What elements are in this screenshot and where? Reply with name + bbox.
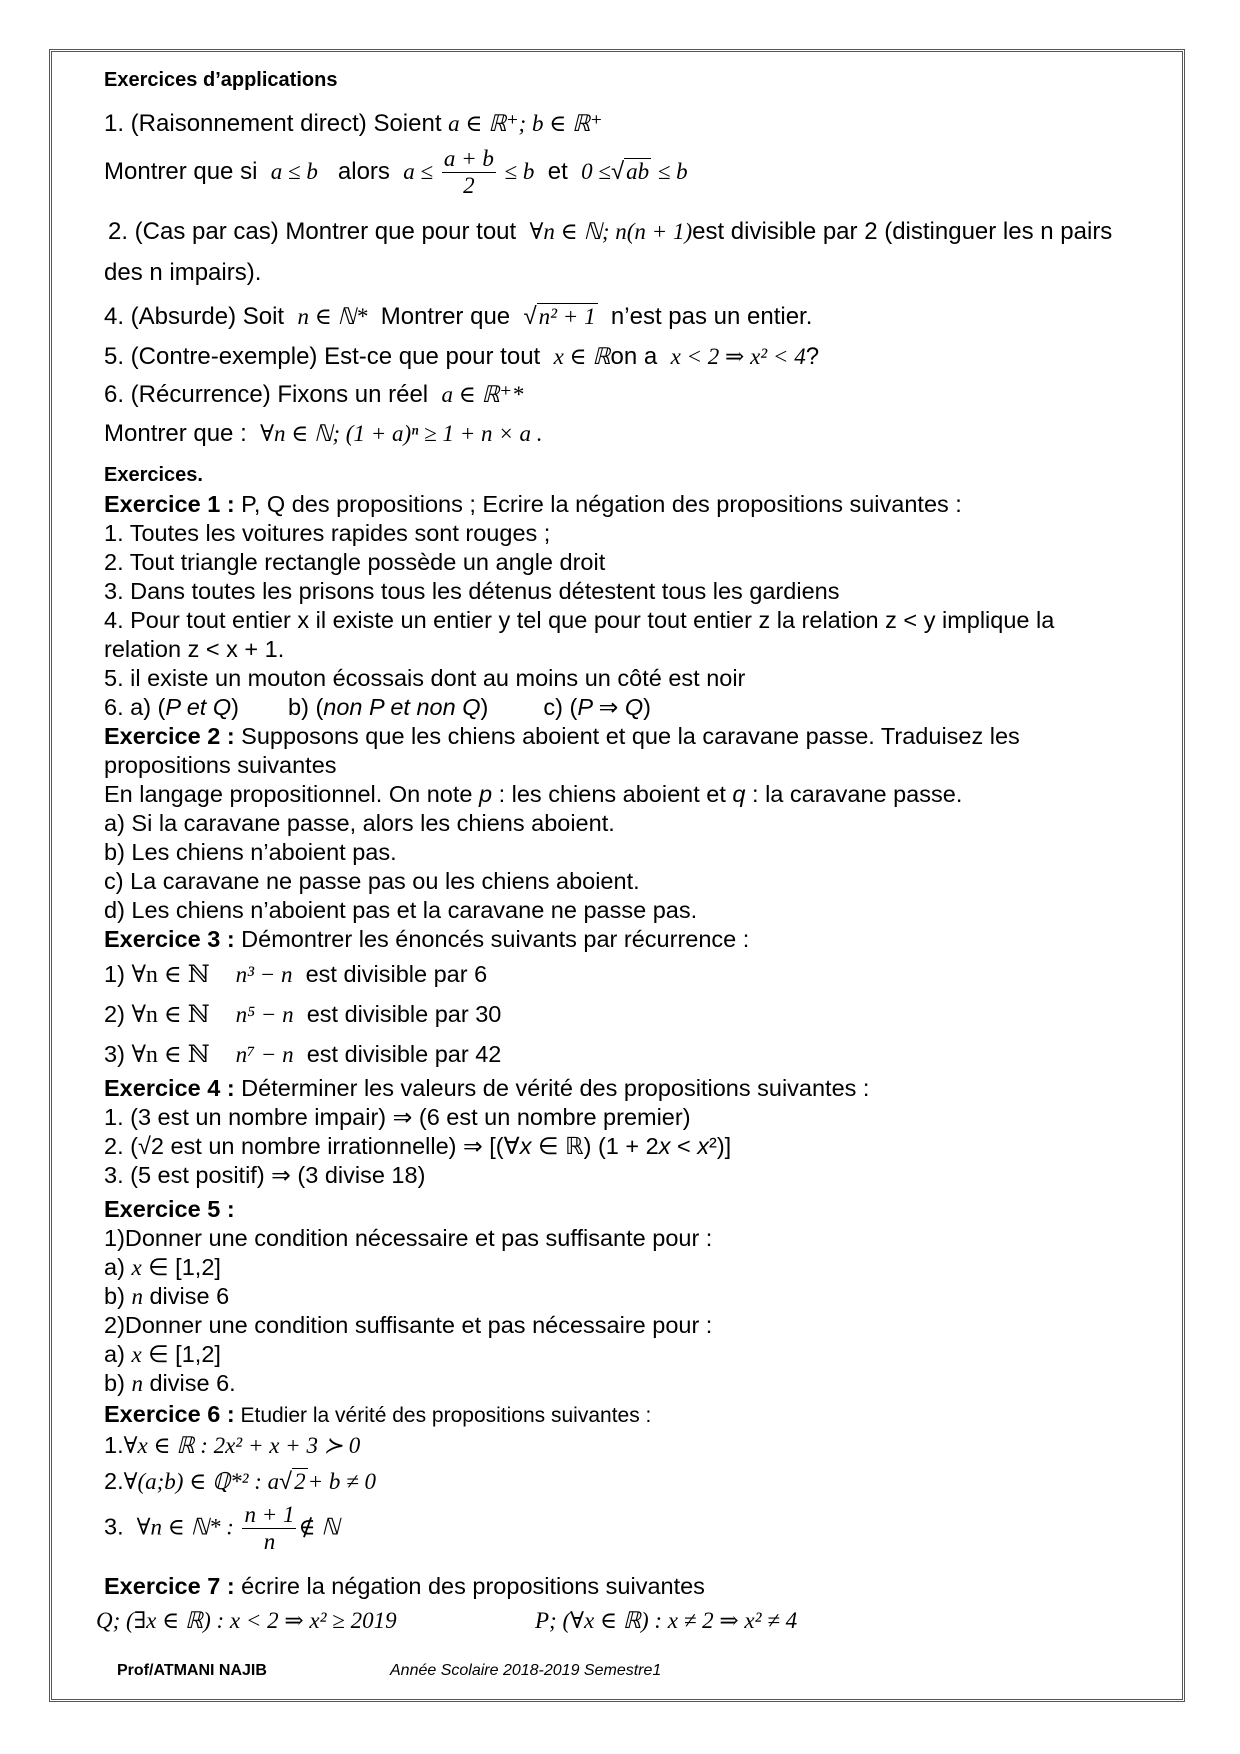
- exercise-3-item: 1) ∀n ∈ ℕ n³ − n est divisible par 6: [104, 961, 488, 988]
- exercise-6-line-1: 1.∀x ∈ ℝ : 2x² + x + 3 ≻ 0: [104, 1432, 361, 1458]
- section-title-exercices: Exercices.: [104, 464, 203, 486]
- exercise-1-line-6: 6. a) (P et Q) b) (non P et non Q) c) (P ⇒ Q): [104, 694, 651, 720]
- exercise-2-item: c) La caravane ne passe pas ou les chiens aboient.: [104, 868, 640, 894]
- app-item-1b: Montrer que si a ≤ b alors a ≤ $\frac{a + b}{2}$ ≤ b et 0 ≤√ab ≤ b: [104, 146, 688, 198]
- exercise-2-line: En langage propositionnel. On note p : les chiens aboient et q : la caravane passe.: [104, 781, 963, 807]
- exercise-1-line: 4. Pour tout entier x il existe un entier y tel que pour tout entier z la relation z < y implique la: [104, 607, 1055, 633]
- section-title-applications: Exercices d’applications: [104, 69, 338, 91]
- exercise-6-heading: Exercice 6 : Etudier la vérité des propositions suivantes :: [104, 1401, 652, 1427]
- exercise-2-item: b) Les chiens n’aboient pas.: [104, 839, 397, 865]
- exercise-3-heading: Exercice 3 : Démontrer les énoncés suivants par récurrence :: [104, 926, 750, 952]
- app-item-6: 6. (Récurrence) Fixons un réel a ∈ ℝ⁺*: [104, 381, 524, 408]
- exercise-5-heading: Exercice 5 :: [104, 1196, 235, 1222]
- fraction-a-plus-b-over-2: $\frac{a + b}{2}$: [443, 146, 494, 198]
- app-item-2b: des n impairs).: [104, 259, 262, 286]
- exercise-1-line: 5. il existe un mouton écossais dont au moins un côté est noir: [104, 665, 746, 691]
- exercise-1-line: 3. Dans toutes les prisons tous les détenus détestent tous les gardiens: [104, 578, 840, 604]
- exercise-1-line: 1. Toutes les voitures rapides sont rouges ;: [104, 520, 551, 546]
- exercise-2-line: propositions suivantes: [104, 752, 337, 778]
- fraction-n-plus-1-over-n: $\frac{n + 1}{n}$: [244, 1502, 295, 1554]
- exercise-2-item: a) Si la caravane passe, alors les chiens aboient.: [104, 810, 615, 836]
- exercise-5-line: 2)Donner une condition suffisante et pas nécessaire pour :: [104, 1312, 713, 1338]
- exercise-7-heading: Exercice 7 : écrire la négation des propositions suivantes: [104, 1573, 705, 1599]
- exercise-5-line: 1)Donner une condition nécessaire et pas suffisante pour :: [104, 1225, 713, 1251]
- exercise-6-line-2: 2.∀(a;b) ∈ ℚ*² : a√2+ b ≠ 0: [104, 1468, 376, 1494]
- exercise-7-p: P; (∀x ∈ ℝ) : x ≠ 2 ⇒ x² ≠ 4: [535, 1608, 798, 1633]
- exercise-7-q: Q; (∃x ∈ ℝ) : x < 2 ⇒ x² ≥ 2019: [96, 1608, 397, 1633]
- exercise-2-heading: Exercice 2 : Supposons que les chiens aboient et que la caravane passe. Traduisez les: [104, 723, 1020, 749]
- app-item-6b: Montrer que : ∀n ∈ ℕ; (1 + a)ⁿ ≥ 1 + n × a .: [104, 420, 543, 447]
- exercise-5-line: a) x ∈ [1,2]: [104, 1341, 221, 1367]
- footer-author: Prof/ATMANI NAJIB: [117, 1662, 267, 1679]
- exercise-1-line: relation z < x + 1.: [104, 636, 285, 662]
- exercise-4-line: 2. (√2 est un nombre irrationnelle) ⇒ [(∀x ∈ ℝ) (1 + 2x < x²)]: [104, 1133, 732, 1159]
- app-item-2: 2. (Cas par cas) Montrer que pour tout ∀n ∈ ℕ; n(n + 1)est divisible par 2 (distinguer les n pairs: [108, 218, 1113, 245]
- exercise-5-line: b) n divise 6.: [104, 1370, 236, 1396]
- footer-year: Année Scolaire 2018-2019 Semestre1: [390, 1662, 662, 1679]
- exercise-2-item: d) Les chiens n’aboient pas et la caravane ne passe pas.: [104, 897, 698, 923]
- exercise-3-item: 3) ∀n ∈ ℕ n⁷ − n est divisible par 42: [104, 1041, 502, 1068]
- exercise-1-line: 2. Tout triangle rectangle possède un angle droit: [104, 549, 606, 575]
- exercise-4-line: 1. (3 est un nombre impair) ⇒ (6 est un nombre premier): [104, 1104, 691, 1130]
- exercise-6-line-3: 3. ∀n ∈ ℕ* : $\frac{n + 1}{n}$ ∉ ℕ: [104, 1502, 340, 1554]
- exercise-1-heading: Exercice 1 : P, Q des propositions ; Ecrire la négation des propositions suivantes :: [104, 491, 962, 517]
- app-item-1: 1. (Raisonnement direct) Soient a ∈ ℝ⁺; b ∈ ℝ⁺: [104, 110, 603, 137]
- exercise-5-line: a) x ∈ [1,2]: [104, 1254, 221, 1280]
- exercise-3-item: 2) ∀n ∈ ℕ n⁵ − n est divisible par 30: [104, 1001, 502, 1028]
- exercise-4-heading: Exercice 4 : Déterminer les valeurs de vérité des propositions suivantes :: [104, 1075, 870, 1101]
- exercise-5-line: b) n divise 6: [104, 1283, 230, 1309]
- app-item-4: 4. (Absurde) Soit n ∈ ℕ* Montrer que √n² + 1 n’est pas un entier.: [104, 303, 813, 330]
- app-item-5: 5. (Contre-exemple) Est-ce que pour tout x ∈ ℝon a x < 2 ⇒ x² < 4?: [104, 343, 820, 370]
- exercise-4-line: 3. (5 est positif) ⇒ (3 divise 18): [104, 1162, 426, 1188]
